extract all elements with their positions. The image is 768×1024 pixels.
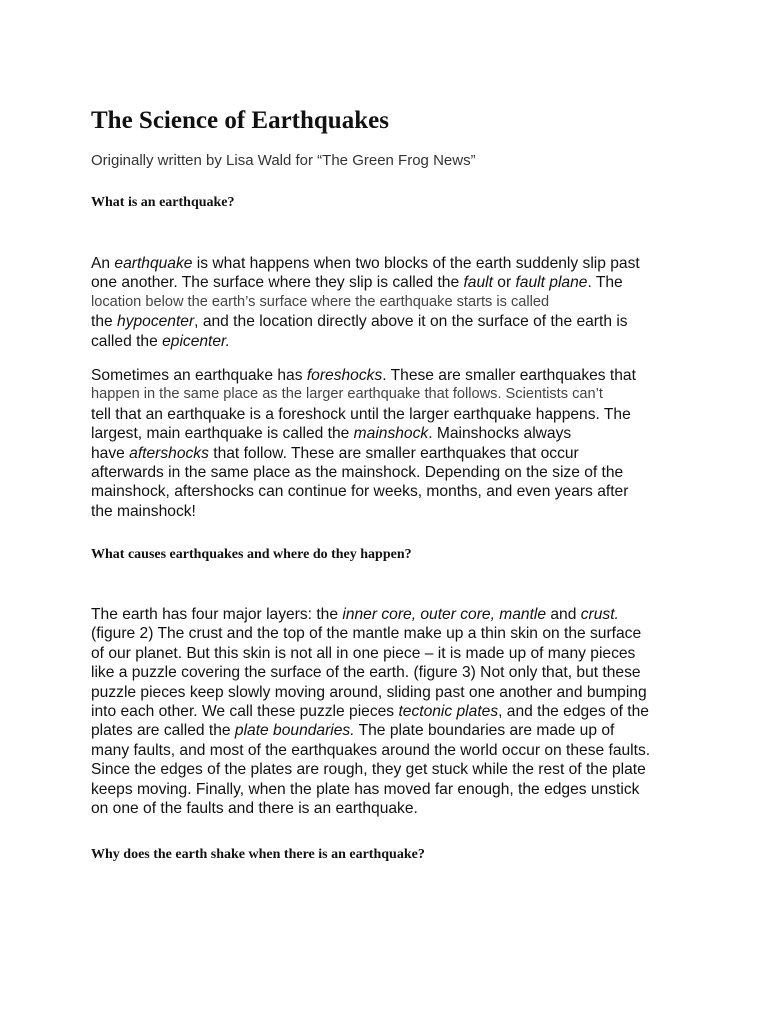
paragraph-earthquake-definition xyxy=(91,254,691,351)
paragraph-foreshocks-aftershocks xyxy=(91,366,691,521)
text-line: plates are called the plate boundaries. The plate boundaries are made up of xyxy=(91,722,615,740)
text-line: the hypocenter, and the location directly above it on the surface of the earth is xyxy=(91,313,628,331)
author-byline: Originally written by Lisa Wald for “The Green Frog News” xyxy=(91,152,476,169)
text-line: keeps moving. Finally, when the plate has moved far enough, the edges unstick xyxy=(91,780,640,798)
text-line: puzzle pieces keep slowly moving around, sliding past one another and bumping xyxy=(91,683,647,701)
page-title: The Science of Earthquakes xyxy=(91,107,389,134)
text-line: into each other. We call these puzzle pieces tectonic plates, and the edges of the xyxy=(91,703,649,721)
text-line: happen in the same place as the larger earthquake that follows. Scientists can’t xyxy=(91,386,603,403)
text-line: An earthquake is what happens when two blocks of the earth suddenly slip past xyxy=(91,255,640,272)
text-line: the mainshock! xyxy=(91,502,196,520)
heading-why-shake: Why does the earth shake when there is an earthquake? xyxy=(91,847,425,862)
text-line: (figure 2) The crust and the top of the mantle make up a thin skin on the surface xyxy=(91,625,642,643)
heading-causes: What causes earthquakes and where do they happen? xyxy=(91,547,412,562)
text-line: called the epicenter. xyxy=(91,332,230,350)
text-line: Sometimes an earthquake has foreshocks. These are smaller earthquakes that xyxy=(91,367,636,384)
heading-what-is-earthquake: What is an earthquake? xyxy=(91,195,235,210)
text-line: largest, main earthquake is called the mainshock. Mainshocks always xyxy=(91,425,572,443)
text-line: mainshock, aftershocks can continue for weeks, months, and even years after xyxy=(91,483,629,501)
text-line: many faults, and most of the earthquakes around the world occur on these faults. xyxy=(91,741,651,759)
text-line: on one of the faults and there is an earthquake. xyxy=(91,800,418,818)
text-line: have aftershocks that follow. These are smaller earthquakes that occur xyxy=(91,444,579,462)
paragraph-tectonic-plates xyxy=(91,605,691,818)
text-line: Since the edges of the plates are rough, they get stuck while the rest of the plate xyxy=(91,761,646,779)
text-line: tell that an earthquake is a foreshock until the larger earthquake happens. The xyxy=(91,405,631,423)
text-line: like a puzzle covering the surface of the earth. (figure 3) Not only that, but these xyxy=(91,664,641,682)
text-line: of our planet. But this skin is not all in one piece – it is made up of many pieces xyxy=(91,644,636,662)
text-line: one another. The surface where they slip is called the fault or fault plane. The xyxy=(91,274,623,292)
text-line: The earth has four major layers: the inner core, outer core, mantle and crust. xyxy=(91,606,619,623)
text-line: afterwards in the same place as the mainshock. Depending on the size of the xyxy=(91,464,624,482)
text-line: location below the earth’s surface where the earthquake starts is called xyxy=(91,293,550,310)
